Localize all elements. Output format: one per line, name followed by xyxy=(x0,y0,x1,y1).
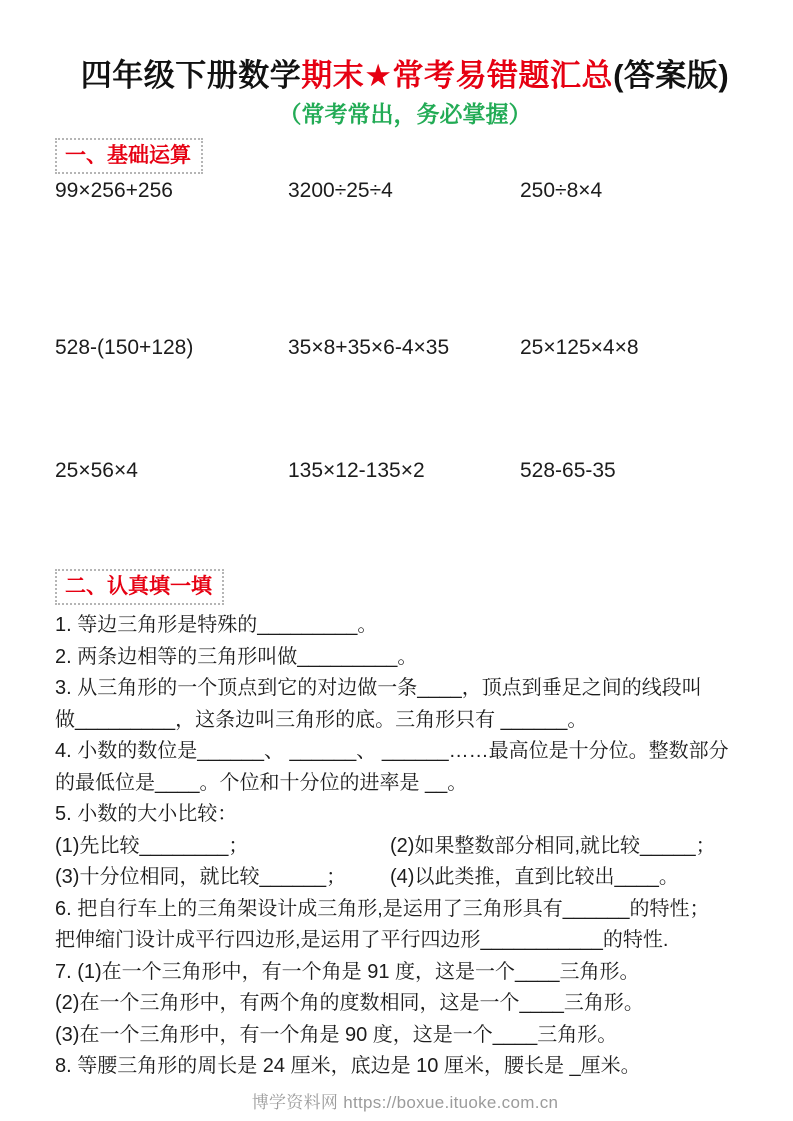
fill-line-q4b: 的最低位是____。个位和十分位的进率是 __。 xyxy=(55,771,468,794)
section1-heading-box xyxy=(55,138,203,174)
section1-heading-wrap xyxy=(55,138,755,174)
calc-expression: 528-65-35 xyxy=(520,459,616,482)
fill-line-q3a: 3. 从三角形的一个顶点到它的对边做一条____，顶点到垂足之间的线段叫 xyxy=(55,677,702,699)
calc-expression: 250÷8×4 xyxy=(520,179,603,202)
section1-heading: 一、基础运算 xyxy=(65,144,191,167)
compare-item-3: (3)十分位相同，就比较______； xyxy=(55,866,347,888)
fill-line-q3b: 做_________，这条边叫三角形的底。三角形只有 ______。 xyxy=(55,708,588,731)
fill-line-q6b: 把伸缩门设计成平行四边形,是运用了平行四边形___________的特性. xyxy=(55,929,669,951)
fill-line-q6a: 6. 把自行车上的三角架设计成三角形,是运用了三角形具有______的特性； xyxy=(55,897,710,920)
calc-row-3 xyxy=(55,458,755,483)
section2-heading-wrap xyxy=(55,569,755,605)
compare-item-2: (2)如果整数部分相同,就比较_____； xyxy=(390,834,716,857)
compare-item-4: (4)以此类推，直到比较出____。 xyxy=(390,866,679,888)
title-grade-part: 四年级下册数学 xyxy=(80,58,302,93)
section2-heading-box xyxy=(55,569,224,605)
fill-line-q2: 2. 两条边相等的三角形叫做_________。 xyxy=(55,645,418,668)
calc-expression: 3200÷25÷4 xyxy=(288,179,393,202)
calc-expression: 528-(150+128) xyxy=(55,336,194,359)
title-topic-highlight: 期末★常考易错题汇总 xyxy=(301,58,614,93)
calc-expression: 25×56×4 xyxy=(55,459,138,482)
calc-expression: 25×125×4×8 xyxy=(520,336,639,359)
fill-in-questions xyxy=(55,610,755,1083)
title-answer-part: (答案版) xyxy=(613,58,730,93)
fill-line-q8: 8. 等腰三角形的周长是 24 厘米，底边是 10 厘米，腰长是 _厘米。 xyxy=(55,1055,641,1077)
section2-heading: 二、认真填一填 xyxy=(65,575,212,598)
page-title xyxy=(55,50,755,95)
calc-row-1 xyxy=(55,178,755,203)
page-subtitle: （常考常出，务必掌握） xyxy=(278,101,532,127)
calc-row-2 xyxy=(55,335,755,360)
compare-item-1: (1)先比较________； xyxy=(55,834,249,857)
fill-line-q5-compare-1 xyxy=(55,831,755,863)
calc-expression: 35×8+35×6-4×35 xyxy=(288,336,450,359)
fill-line-q5-compare-2 xyxy=(55,862,755,894)
calc-expression: 135×12-135×2 xyxy=(288,459,425,482)
fill-line-q7a: 7. (1)在一个三角形中，有一个角是 91 度，这是一个____三角形。 xyxy=(55,960,640,983)
fill-line-q1: 1. 等边三角形是特殊的_________。 xyxy=(55,614,378,636)
fill-line-q5: 5. 小数的大小比较： xyxy=(55,803,238,825)
footer-credit: 博学资料网 https://boxue.ituoke.com.cn xyxy=(251,1092,559,1112)
fill-line-q7c: (3)在一个三角形中，有一个角是 90 度，这是一个____三角形。 xyxy=(55,1023,618,1046)
calc-expression: 99×256+256 xyxy=(55,179,173,202)
fill-line-q7b: (2)在一个三角形中，有两个角的度数相同，这是一个____三角形。 xyxy=(55,992,644,1014)
fill-line-q4a: 4. 小数的数位是______、 ______、 ______……最高位是十分位。整数部分 xyxy=(55,740,729,762)
